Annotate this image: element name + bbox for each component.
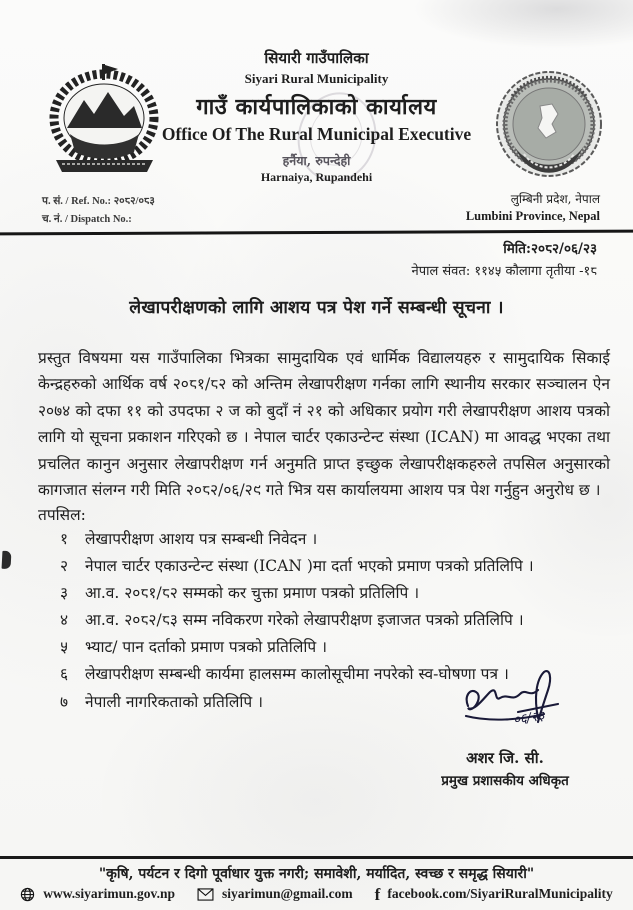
signatory-designation: प्रमुख प्रशासकीय अधिकृत	[441, 773, 569, 789]
dispatch-no-line: च. नं. / Dispatch No.:	[42, 214, 132, 225]
office-name-english: Office Of The Rural Municipal Executive	[161, 124, 472, 144]
nepal-sambat-line: नेपाल संवत: ११४५ कौलागा तृतीया -१८	[411, 264, 597, 279]
footer-contact-line	[0, 886, 633, 902]
scan-artifact	[2, 551, 12, 569]
province-english: Lumbini Province, Nepal	[465, 209, 600, 223]
notice-title: लेखापरीक्षणको लागि आशय पत्र पेश गर्ने सम्बन्धी सूचना ।	[129, 298, 504, 318]
address-english: Harnaiya, Rupandehi	[260, 170, 373, 184]
ref-no-label: प. सं. / Ref. No.:	[42, 196, 112, 207]
province-block	[466, 191, 600, 225]
envelope-icon	[197, 888, 214, 901]
list-item-number: ५	[60, 638, 69, 657]
list-item-number: ३	[60, 584, 69, 603]
list-item-number: १	[60, 530, 69, 548]
list-item	[60, 582, 605, 605]
signatory-name: अशर जि. सी.	[466, 749, 544, 767]
list-item-number: ७	[60, 692, 69, 711]
list-item-number: ४	[60, 611, 69, 630]
list-item	[60, 528, 605, 551]
municipality-name-english: Siyari Rural Municipality	[244, 71, 389, 86]
list-item	[60, 636, 605, 659]
province-nepali: लुम्बिनी प्रदेश, नेपाल	[510, 192, 600, 206]
date-line: मिति:२०८२/०६/२३	[503, 241, 597, 257]
signature-block	[405, 668, 605, 789]
tapasil-label: तपसिल:	[38, 506, 86, 524]
footer-website[interactable]: www.siyarimun.gov.np	[43, 886, 175, 901]
address-nepali: हर्नैया, रुपन्देही	[282, 153, 351, 168]
list-item-text: भ्याट/ पान दर्ताको प्रमाण पत्रको प्रतिलिपि ।	[85, 638, 327, 657]
facebook-f-icon: f	[374, 884, 381, 904]
footer-facebook[interactable]: facebook.com/SiyariRuralMunicipality	[387, 886, 613, 901]
list-item	[60, 609, 605, 632]
office-name-nepali: गाउँ कार्यपालिकाको कार्यालय	[196, 94, 437, 120]
ref-no-line	[42, 193, 155, 211]
list-item-number: २	[60, 557, 69, 576]
ref-no-value: २०८२/०८३	[113, 196, 155, 207]
list-item-text: नेपाल चार्टर एकाउन्टेन्ट संस्था (ICAN )मा दर्ता भएको प्रमाण पत्रको प्रतिलिपि ।	[85, 557, 534, 576]
globe-icon	[20, 887, 35, 902]
handwritten-date: ०६/२३	[512, 708, 546, 729]
footer-slogan: "कृषि, पर्यटन र दिगो पूर्वाधार युक्त नगरी; समावेशी, मर्यादित, स्वच्छ र समृद्ध सियारी"	[98, 866, 535, 882]
list-item-text: लेखापरीक्षण आशय पत्र सम्बन्धी निवेदन ।	[85, 530, 318, 548]
list-item-text: नेपाली नागरिकताको प्रतिलिपि ।	[85, 692, 263, 711]
list-item	[60, 555, 605, 578]
list-item-text: लेखापरीक्षण सम्बन्धी कार्यमा हालसम्म कालोसूचीमा नपरेको स्व-घोषणा पत्र ।	[85, 665, 509, 684]
list-item-number: ६	[60, 665, 69, 684]
municipality-name-nepali: सियारी गाउँपालिका	[264, 49, 369, 67]
footer-divider	[0, 856, 633, 859]
list-item-text: आ.व. २०८२/८३ सम्म नविकरण गरेको लेखापरीक्षण इजाजत पत्रको प्रतिलिपि ।	[85, 611, 524, 630]
footer-email[interactable]: siyarimun@gmail.com	[221, 886, 353, 901]
header-divider	[0, 230, 633, 236]
reference-block	[42, 193, 155, 229]
notice-body-paragraph: प्रस्तुत विषयमा यस गाउँपालिका भित्रका सामुदायिक एवं धार्मिक विद्यालयहरु र सामुदायिक सिकाई केन्द्रहरुको आर्थिक वर्ष २०८१/८२ को अन्तिम लेखापरीक्षण गर्नका लागि स्थानीय सरकार सञ्चालन ऐन २०७४ को दफा ११ को उपदफा २ ज को बुदाँ नं २१ को अधिकार प्रयोग गरी लेखापरीक्षण आशय पत्रको लागि यो सूचना प्रकाशन गरिएको छ । नेपाल चार्टर एकाउन्टेन्ट संस्था (ICAN) मा आवद्ध भएका तथा प्रचलित कानुन अनुसार लेखापरीक्षण गर्न अनुमति प्राप्त इच्छुक लेखापरीक्षकहरुले तपसिल अनुसारको कागजात संलग्न गरी मिति २०८२/०६/२९ गते भित्र यस कार्यालयमा आशय पत्र पेश गर्नुहुन अनुरोध छ ।	[38, 349, 610, 500]
list-item-text: आ.व. २०८१/८२ सम्मको कर चुक्ता प्रमाण पत्रको प्रतिलिपि ।	[85, 584, 420, 603]
